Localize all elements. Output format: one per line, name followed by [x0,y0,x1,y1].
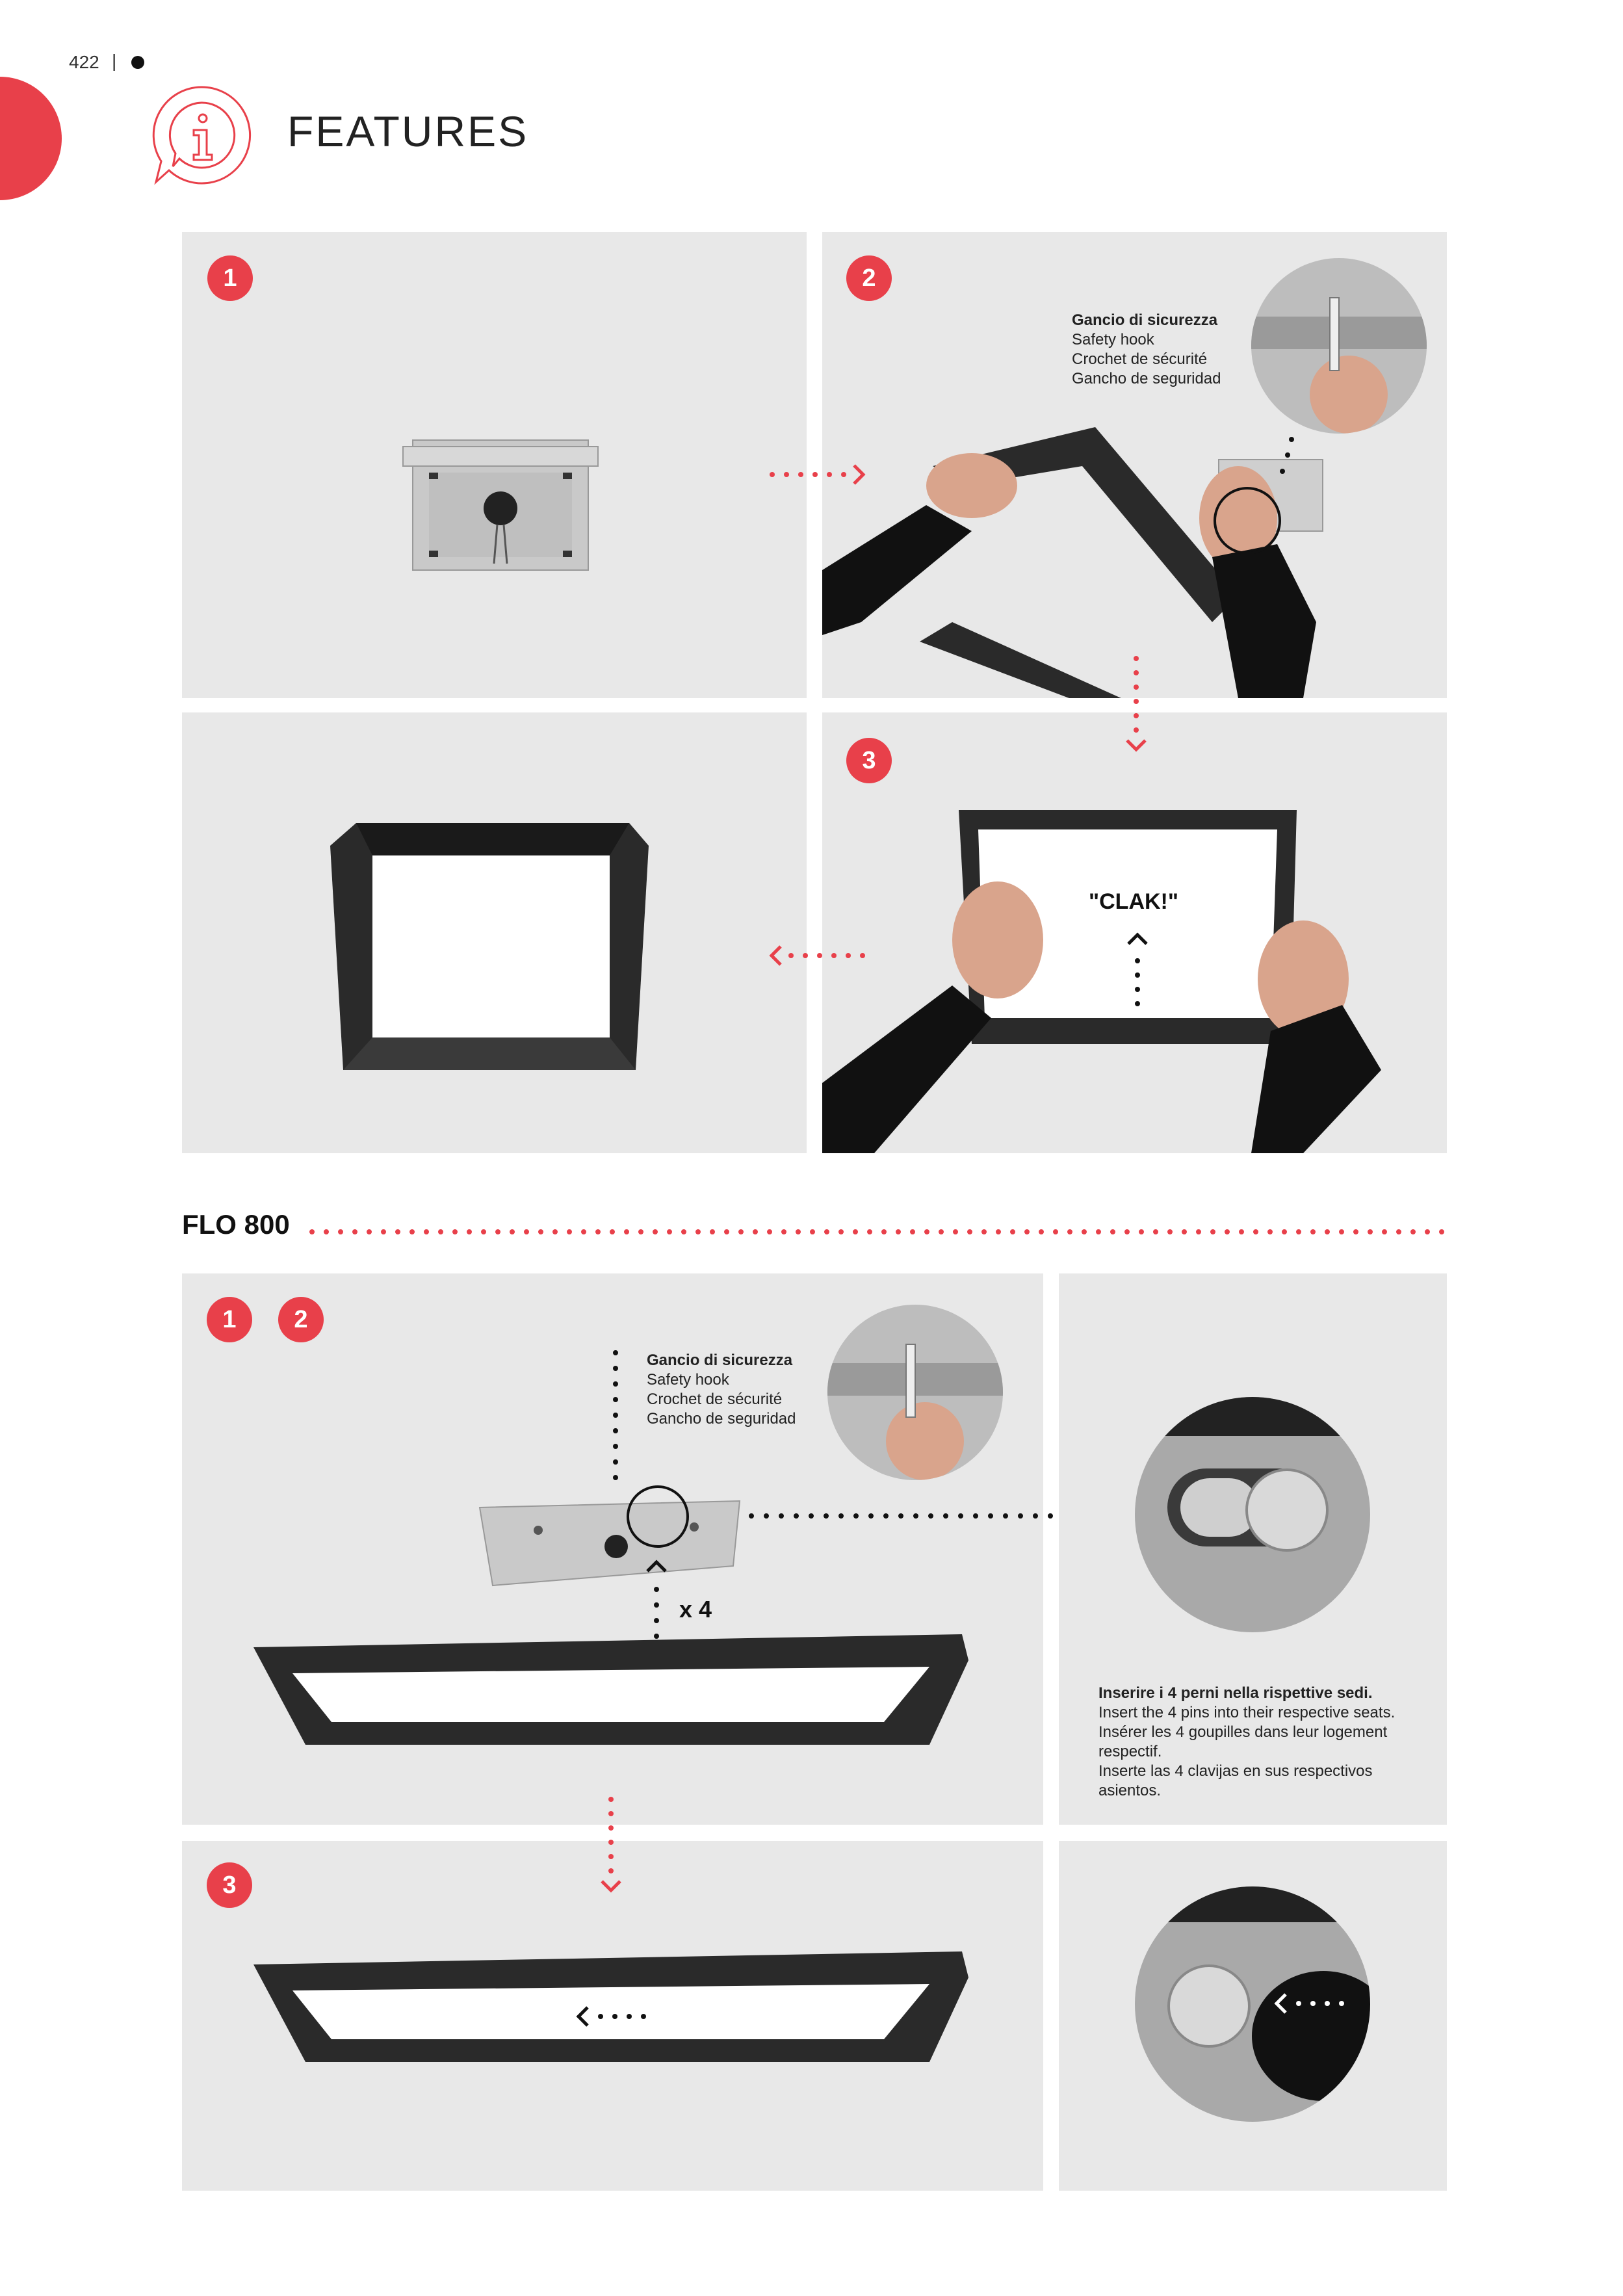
page-number-separator: | [112,51,117,71]
step1-panel [182,232,807,698]
pin-zoom-circle [1135,1397,1370,1632]
section-title-flo800: FLO 800 [182,1209,290,1240]
bullet-dot [131,56,144,69]
hook-pointer-dots [1271,436,1297,501]
flo800-hook-zoom-circle [827,1305,1003,1480]
flo800-up-chevron-dots [643,1557,669,1641]
flo800-plate-image [480,1501,740,1585]
hook-caption-en: Safety hook [1072,331,1154,348]
pins-caption-en: Insert the 4 pins into their respective seats. [1098,1704,1396,1721]
flo800-hook-highlight-ring [625,1484,690,1549]
finished-square-lamp-image [330,823,649,1070]
flo800-step2-badge: 2 [278,1297,324,1342]
page-number: 422 [69,52,99,72]
hook-caption-es: Gancho de seguridad [1072,370,1221,387]
flo800-step1-badge: 1 [207,1297,252,1342]
info-chat-icon [149,83,253,187]
arrow-down-red [1123,653,1149,757]
step3-badge: 3 [846,738,892,783]
red-tab-marker [0,77,62,200]
hook-caption-1 [1072,311,1221,389]
flo800-linear-lamp-image [253,1634,968,1745]
flo800-step3-badge: 3 [207,1862,252,1908]
flo800-hook-caption-fr: Crochet de sécurité [647,1390,783,1408]
flo800-hook-caption-it: Gancio di sicurezza [647,1351,793,1369]
hook-zoom-circle [1251,258,1427,434]
flo800-slide-left-dots [572,2003,650,2029]
step1-badge: 1 [207,255,253,301]
flo800-hook-caption-en: Safety hook [647,1371,729,1389]
finished-panel [182,712,807,1153]
flo800-hook-caption [647,1351,796,1429]
page-title: FEATURES [287,107,529,155]
arrow-right-red [767,462,871,488]
flo800-hook-pointer-dots [606,1349,625,1492]
click-text: "CLAK!" [1089,889,1178,914]
flo800-pin-locked-panel [1059,1841,1447,2191]
flo800-arrow-down-red [598,1794,624,1898]
mounting-plate-image [403,434,598,577]
hook-caption-it: Gancio di sicurezza [1072,311,1218,329]
pins-caption-it: Inserire i 4 perni nella rispettive sedi. [1098,1684,1373,1702]
flo800-hook-caption-es: Gancho de seguridad [647,1410,796,1428]
pins-caption [1098,1684,1430,1801]
pin-slide-left-dots [1270,1990,1348,2016]
multiplier-label: x 4 [679,1596,712,1623]
arrow-left-red [764,943,868,969]
section-divider-dots [305,1225,1449,1238]
step2-panel [822,232,1447,698]
hook-caption-fr: Crochet de sécurité [1072,350,1208,368]
pins-caption-fr: Insérer les 4 goupilles dans leur logement respectif. [1098,1723,1388,1760]
pins-caption-es: Inserte las 4 clavijas en sus respectivos asientos. [1098,1762,1373,1799]
step2-badge: 2 [846,255,892,301]
up-chevron-dots [1124,930,1150,1008]
